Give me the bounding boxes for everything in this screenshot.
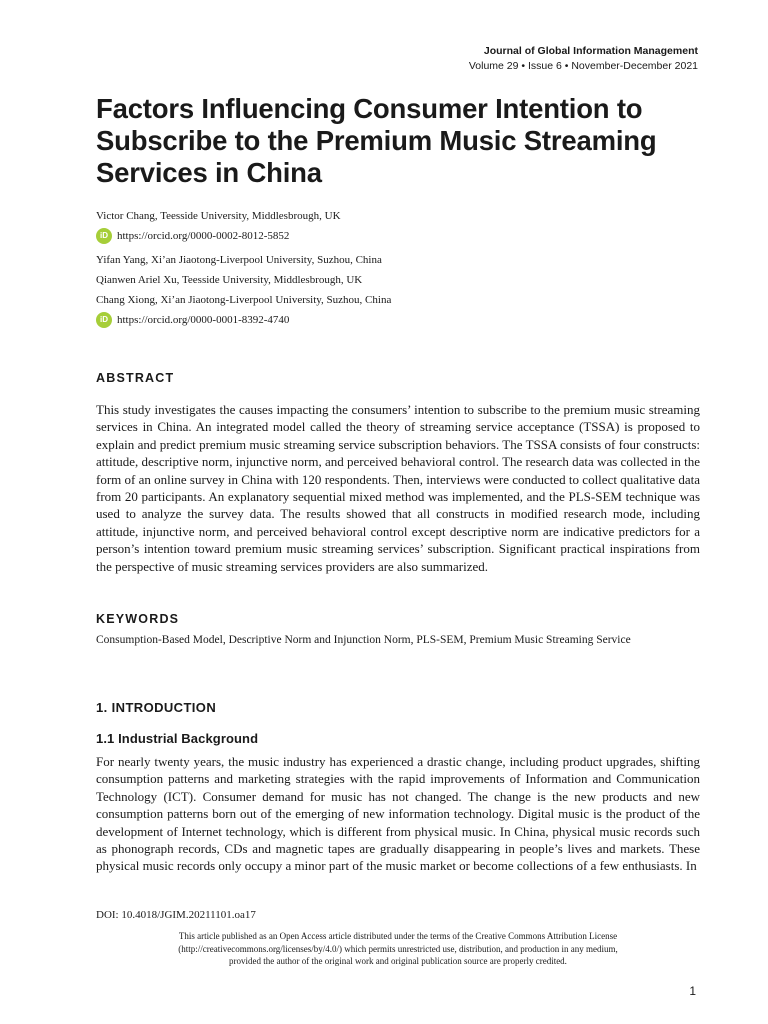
journal-issue: Volume 29 • Issue 6 • November-December 2021 bbox=[468, 60, 698, 72]
author-1: Victor Chang, Teesside University, Middlesbrough, UK bbox=[96, 210, 341, 222]
author-2: Yifan Yang, Xi’an Jiaotong-Liverpool University, Suzhou, China bbox=[96, 254, 382, 266]
license-notice bbox=[96, 930, 700, 968]
license-line-3: provided the author of the original work and original publication source are properly credited. bbox=[229, 956, 567, 966]
license-line-1: This article published as an Open Access article distributed under the terms of the Creative Commons Attribution License bbox=[178, 931, 618, 941]
author-block bbox=[96, 206, 716, 330]
page-number: 1 bbox=[689, 984, 696, 998]
industrial-background-heading: 1.1 Industrial Background bbox=[96, 731, 259, 746]
keywords-text: Consumption-Based Model, Descriptive Norm and Injunction Norm, PLS-SEM, Premium Music Streaming Service bbox=[96, 634, 631, 646]
journal-name: Journal of Global Information Management bbox=[483, 45, 698, 57]
journal-header bbox=[469, 44, 698, 74]
author-4: Chang Xiong, Xi’an Jiaotong-Liverpool University, Suzhou, China bbox=[96, 294, 392, 306]
keywords-heading: KEYWORDS bbox=[96, 612, 180, 626]
orcid-line-2 bbox=[96, 310, 716, 330]
abstract-heading: ABSTRACT bbox=[96, 371, 175, 385]
doi: DOI: 10.4018/JGIM.20211101.oa17 bbox=[96, 909, 256, 921]
license-line-2: (http://creativecommons.org/licenses/by/4.0/) which permits unrestricted use, distribution, and production in any medium, bbox=[178, 943, 618, 954]
orcid-link-1[interactable]: https://orcid.org/0000-0002-8012-5852 bbox=[117, 230, 290, 242]
paper-title: Factors Influencing Consumer Intention to Subscribe to the Premium Music Streaming Services in China bbox=[96, 93, 657, 188]
orcid-icon: iD bbox=[96, 228, 112, 244]
introduction-heading: 1. INTRODUCTION bbox=[96, 700, 217, 715]
abstract-text: This study investigates the causes impacting the consumers’ intention to subscribe to the premium music streaming services in China. An integrated model called the theory of streaming service acceptance (TSSA) is proposed to explain and predict premium music streaming service subscription behaviors. The TSSA consists of four constructs: attitude, descriptive norm, injunctive norm, and perceived behavioral control. The research data was collected in the form of an online survey in China with 120 respondents. Then, interviews were conducted to collect qualitative data from 20 participants. An explanatory sequential mixed method was implemented, and the PLS-SEM technique was used to analyze the survey data. The results showed that all constructs in modified research mode, including attitude, injunctive norm, and perceived behavioral control except descriptive norm are indicative predictors for a person’s intention toward premium music streaming services’ subscription. Significant practical inspirations from the perspective of music streaming services providers are also summarized. bbox=[96, 402, 700, 574]
orcid-line-1 bbox=[96, 226, 716, 246]
introduction-text: For nearly twenty years, the music industry has experienced a drastic change, including product upgrades, shifting consumption patterns and marketing strategies with the rapid improvements of Information and Communication Technology (ICT). Consumer demand for music has not changed. The change is the new products and new consumption patterns born out of the emerging of new information technology. Digital music is the product of the development of Internet technology, which is different from physical music. In China, physical music records such as phonograph records, CDs and magnetic tapes are gradually disappearing in people’s lives and markets. These physical music records only occupy a minor part of the music market or become collections of a few enthusiasts. In bbox=[96, 754, 700, 874]
author-3: Qianwen Ariel Xu, Teesside University, Middlesbrough, UK bbox=[96, 274, 363, 286]
orcid-icon: iD bbox=[96, 312, 112, 328]
orcid-link-2[interactable]: https://orcid.org/0000-0001-8392-4740 bbox=[117, 314, 290, 326]
